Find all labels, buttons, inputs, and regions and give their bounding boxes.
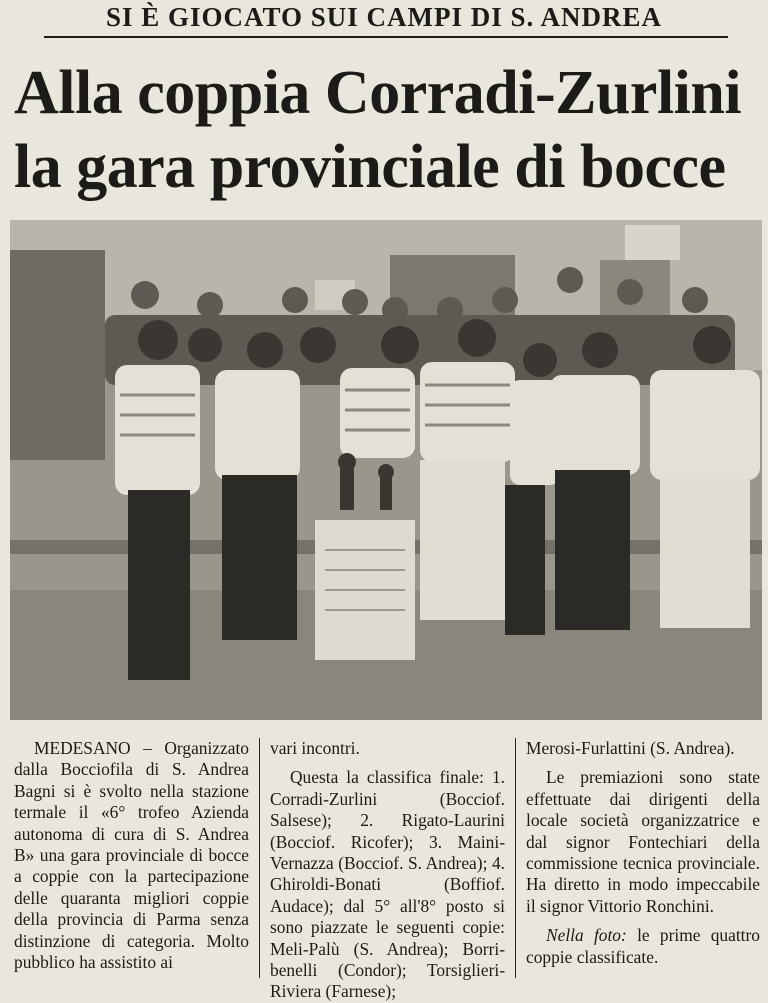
article-paragraph: vari incontri. <box>270 738 360 758</box>
article-photo <box>10 220 762 720</box>
caption-label: Nella foto: <box>546 925 627 946</box>
article-paragraph: Merosi-Furlattini (S. Andrea). <box>526 738 735 758</box>
article-kicker: SI È GIOCATO SUI CAMPI DI S. ANDREA <box>105 2 663 32</box>
article-column-1 <box>14 738 249 973</box>
photo-caption <box>526 925 760 968</box>
article-paragraph: Questa la classifica finale: 1. Corradi-Zurlini (Bocciof. Salsese); 2. Rigato-Laurini (Bocciof. Ricofer); 3. Maini-Vernazza (Bocciof. S. Andrea); 4. Ghiroldi-Bonati (Boffiof. Audace); dal 5° all'8° posto si sono piazzate le seguenti copie: Meli-Palù (S. Andrea); Borri-benelli (Condor); Torsiglieri-Riviera (Farnese); <box>270 767 505 1002</box>
caption-text: le prime quattro coppie classificate. <box>526 925 760 967</box>
article-column-2 <box>270 738 505 1003</box>
column-rule <box>259 738 260 978</box>
article-paragraph: MEDESANO – Organizzato dalla Bocciofila di S. Andrea Bagni si è svolto nella stazione termale il «6° trofeo Azienda autonoma di cura di S. Andrea B» una gara provinciale di bocce a coppie con la partecipazione delle quaranta migliori coppie della provincia di Parma senza distinzione di categoria. Molto pubblico ha assistito ai <box>14 738 249 973</box>
group-photo-illustration <box>10 220 762 720</box>
article-paragraph: Le premiazioni sono state effettuate dai dirigenti della locale società organizzatrice e dal signor Fontechiari della commissione tecnica provinciale. Ha diretto in modo impeccabile il signor Vittorio Ronchini. <box>526 767 760 916</box>
column-rule <box>515 738 516 978</box>
article-headline: Alla coppia Corradi-Zurlini la gara provinciale di bocce <box>14 59 742 201</box>
article-column-3 <box>526 738 760 968</box>
kicker-underline <box>44 36 728 38</box>
